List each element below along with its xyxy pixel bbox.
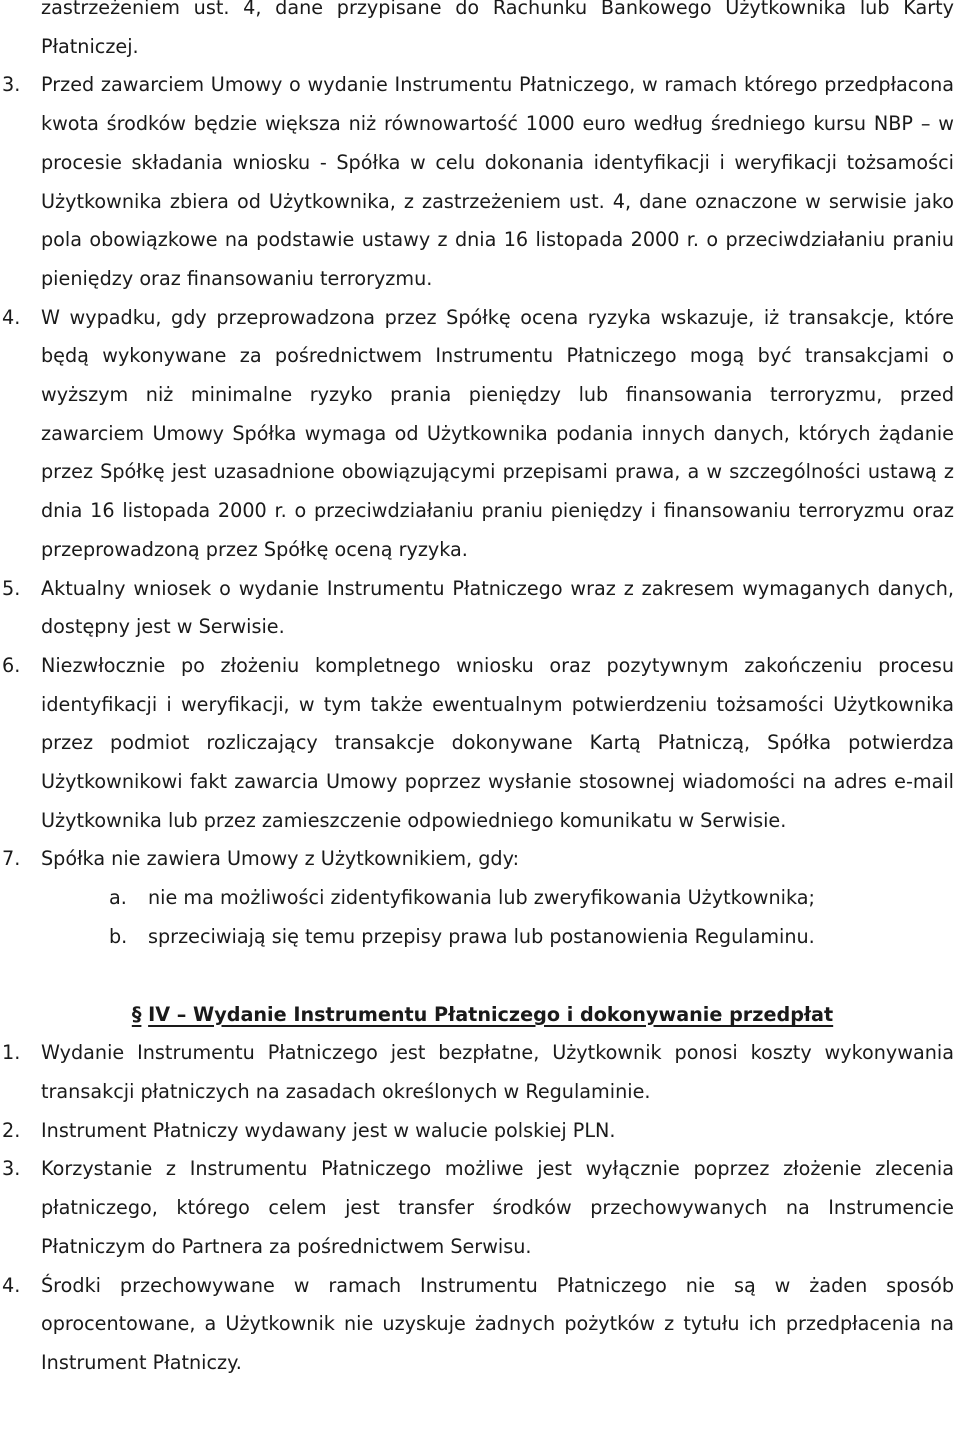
sub-item-b <box>0 918 960 957</box>
sub-item-a <box>0 879 960 918</box>
item-text: Instrument Płatniczy wydawany jest w walucie polskiej PLN. <box>41 1118 616 1142</box>
item-number: 4. <box>2 1273 21 1297</box>
item-text: Korzystanie z Instrumentu Płatniczego możliwe jest wyłącznie poprzez złożenie zlecenia płatniczego, którego celem jest transfer środków przechowywanych na Instrumencie Płatniczym do Partnera za pośrednictwem Serwisu. <box>41 1157 954 1258</box>
item-text: Przed zawarciem Umowy o wydanie Instrumentu Płatniczego, w ramach którego przedpłacona kwota środków będzie większa niż równowartość 1000 euro według średniego kursu NBP – w procesie składania wniosku - Spółka w celu dokonania identyfikacji i weryfikacji tożsamości Użytkownika zbiera od Użytkownika, z zastrzeżeniem ust. 4, dane oznaczone w serwisie jako pola obowiązkowe na podstawie ustawy z dnia 16 listopada 2000 r. o przeciwdziałaniu praniu pieniędzy oraz finansowaniu terroryzmu. <box>41 73 954 290</box>
item-number: 3. <box>2 1157 21 1181</box>
item-text: Aktualny wniosek o wydanie Instrumentu Płatniczego wraz z zakresem wymaganych danych, dostępny jest w Serwisie. <box>41 576 954 639</box>
sub-item-text: sprzeciwiają się temu przepisy prawa lub postanowienia Regulaminu. <box>148 924 815 948</box>
section-symbol: § <box>131 1002 142 1026</box>
list-item-7 <box>0 840 960 879</box>
item-number: 4. <box>2 305 21 329</box>
item-text: Wydanie Instrumentu Płatniczego jest bezpłatne, Użytkownik ponosi koszty wykonywania transakcji płatniczych na zasadach określonych w Regulaminie. <box>41 1041 954 1103</box>
item-number: 1. <box>2 1041 21 1065</box>
item-number: 2. <box>2 1118 21 1142</box>
list-item-5 <box>0 570 960 647</box>
item-text: Niezwłocznie po złożeniu kompletnego wniosku oraz pozytywnym zakończeniu procesu identyfikacji i weryfikacji, w tym także ewentualnym potwierdzeniu tożsamości Użytkownika przez podmiot rozliczający transakcje dokonywane Kartą Płatniczą, Spółka potwierdza Użytkownikowi fakt zawarcia Umowy poprzez wysłanie stosownej wiadomości na adres e-mail Użytkownika lub przez zamieszczenie odpowiedniego komunikatu w Serwisie. <box>41 653 954 832</box>
section-spacer <box>0 957 960 996</box>
sub-item-text: nie ma możliwości zidentyfikowania lub zweryfikowania Użytkownika; <box>148 886 815 910</box>
item-text: W wypadku, gdy przeprowadzona przez Spółkę ocena ryzyka wskazuje, iż transakcje, które będą wykonywane za pośrednictwem Instrumentu Płatniczego mogą być transakcjami o wyższym niż minimalne ryzyko prania pieniędzy lub finansowania terroryzmu, przed zawarciem Umowy Spółka wymaga od Użytkownika podania innych danych, których żądanie przez Spółkę jest uzasadnione obowiązującymi przepisami prawa, a w szczególności ustawą z dnia 16 listopada 2000 r. o przeciwdziałaniu praniu pieniędzy i finansowaniu terroryzmu oraz przeprowadzoną przez Spółkę oceną ryzyka. <box>41 305 954 561</box>
item-text: Środki przechowywane w ramach Instrumentu Płatniczego nie są w żaden sposób oprocentowane, a Użytkownik nie uzyskuje żadnych pożytków z tytułu ich przedpłacenia na Instrument Płatniczy. <box>41 1273 954 1374</box>
section-item-3 <box>0 1150 960 1266</box>
section-title: IV – Wydanie Instrumentu Płatniczego i dokonywanie przedpłat <box>148 1002 834 1026</box>
item-number: 7. <box>2 847 21 871</box>
item-number: 3. <box>2 73 21 97</box>
section-item-2 <box>0 1112 960 1151</box>
section-heading <box>0 996 960 1035</box>
item-number: 5. <box>2 576 21 600</box>
list-item-3 <box>0 66 960 298</box>
list-item-4 <box>0 299 960 570</box>
sub-item-letter: a. <box>109 886 127 910</box>
list-item-6 <box>0 647 960 841</box>
section-item-1 <box>0 1034 960 1111</box>
section-item-4 <box>0 1267 960 1383</box>
continuation-paragraph: zastrzeżeniem ust. 4, dane przypisane do Rachunku Bankowego Użytkownika lub Karty Płatniczej. <box>41 0 954 58</box>
item-text: Spółka nie zawiera Umowy z Użytkownikiem, gdy: <box>41 847 520 871</box>
sub-item-letter: b. <box>109 924 128 948</box>
item-number: 6. <box>2 653 21 677</box>
